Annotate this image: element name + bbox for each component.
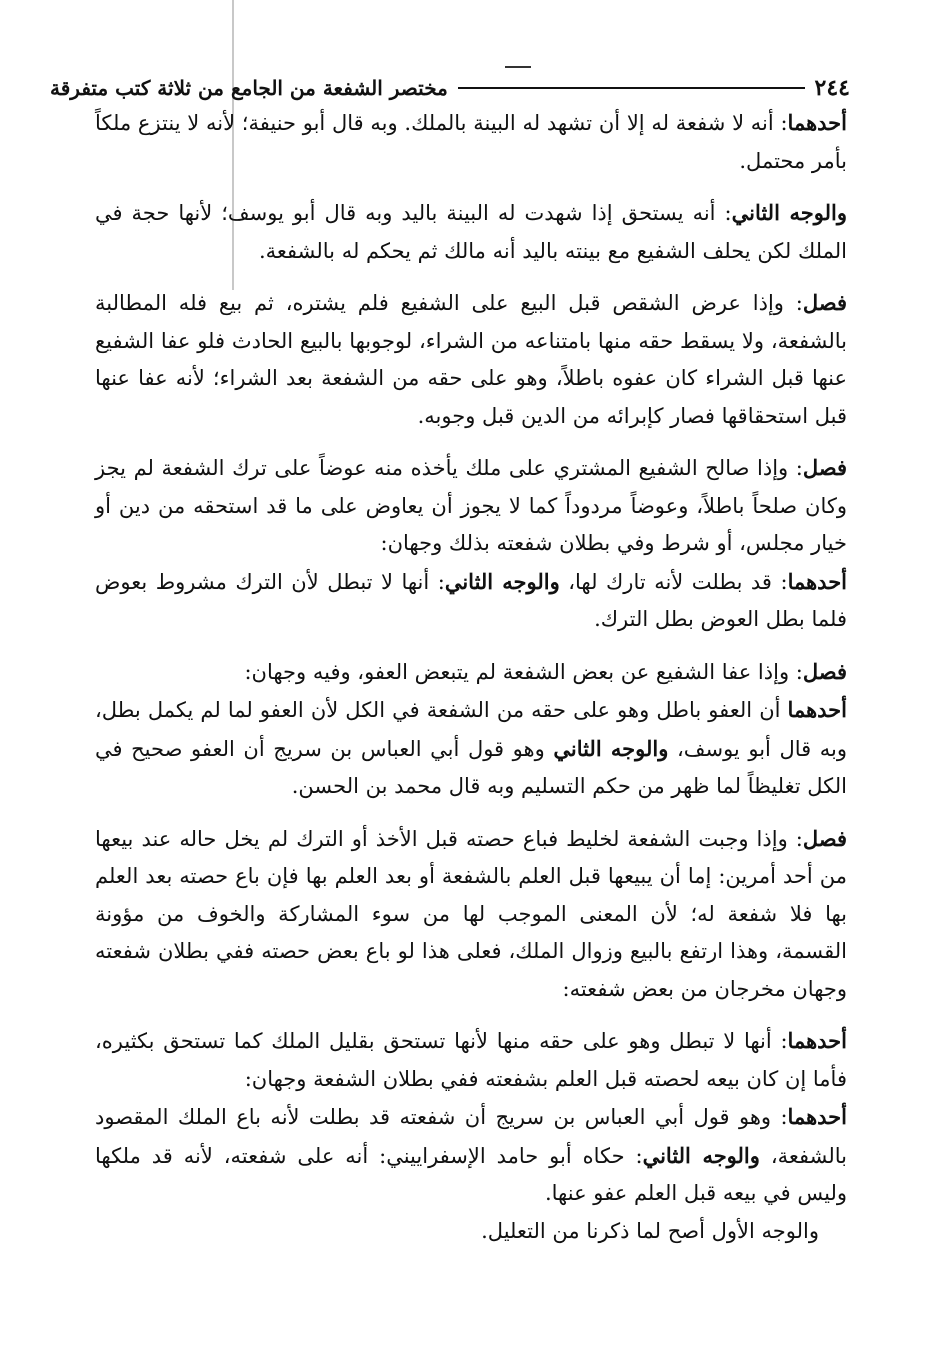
- paragraph-5: [95, 563, 847, 639]
- paragraph-text: : وإذا وجبت الشفعة لخليط فباع حصته قبل الأخذ أو الترك لم يخل حاله عند بيعها من أحد أمرين: إما أن يبيعها قبل العلم بالشفعة أو بعد العلم بها فإن باع حصته بعد العلم بها فلا شفعة له؛ لأن المعنى الموجب لها من سوء المشاركة والخوف من مؤونة القسمة، وهذا ارتفع بالبيع وزوال الملك، فعلى هذا لو باع بعض حصته ففي بطلان شفعته وجهان مخرجان من بعض شفعته:: [95, 826, 847, 1001]
- paragraph-text: : وإذا عفا الشفيع عن بعض الشفعة لم يتبعض العفو، وفيه وجهان:: [244, 659, 803, 684]
- running-header: [50, 70, 850, 106]
- body-text: [95, 104, 847, 1250]
- section-lead: فصل: [802, 455, 847, 480]
- paragraph-text: أن العفو باطل وهو على حقه من الشفعة في الكل لأن العفو لما لم يكمل بطل، وبه قال أبو يوسف،: [95, 698, 847, 761]
- paragraph-10: [95, 1098, 847, 1213]
- paragraph-text-2: : حكاه أبو حامد الإسفراييني: أنه على شفعته، لأنه قد ملكها وليس في بيعه قبل العلم عفو عنها.: [95, 1143, 847, 1205]
- paragraph-text-2: وهو قول أبي العباس بن سريج أن العفو صحيح في الكل تغليظاً لما ظهر من حكم التسليم وبه قال محمد بن الحسن.: [95, 736, 847, 798]
- paragraph-8: [95, 820, 847, 1009]
- section-lead: فصل: [802, 290, 847, 315]
- paragraph-lead: والوجه الثاني: [731, 200, 848, 225]
- paragraph-text: : أنها لا تبطل وهو على حقه منها لأنها تستحق بقليل الملك كما تستحق بكثيره، فأما إن كان بيعه لحصته قبل العلم بشفعته ففي بطلان الشفعة وجهان:: [95, 1029, 847, 1091]
- paragraph-3: [95, 284, 847, 435]
- paragraph-lead: أحدهما: [787, 1104, 847, 1129]
- paragraph-text: : وهو قول أبي العباس بن سريج أن شفعته قد بطلت لأنه باع الملك المقصود بالشفعة،: [95, 1105, 847, 1168]
- running-title: مختصر الشفعة من الجامع من ثلاثة كتب متفرقة: [50, 76, 448, 100]
- paragraph-lead: أحدهما: [787, 697, 847, 722]
- paragraph-2: [95, 194, 847, 270]
- paragraph-lead-2: والوجه الثاني: [553, 735, 669, 761]
- paragraph-lead-2: والوجه الثاني: [444, 568, 560, 594]
- paragraph-lead: أحدهما: [787, 1028, 847, 1053]
- section-lead: فصل: [802, 825, 847, 851]
- paragraph-7: [95, 691, 847, 806]
- paragraph-lead-2: والوجه الثاني: [642, 1142, 760, 1168]
- paragraph-text: : وإذا صالح الشفيع المشتري على ملك يأخذه منه عوضاً على ترك الشفعة لم يجز وكان صلحاً باطلاً، وعوضاً مردوداً كما لا يجوز أن يعاوض على ما قد استحقه من دين أو خيار مجلس، أو شرط وفي بطلان شفعته بذلك وجهان:: [95, 456, 847, 555]
- paragraph-11: [95, 1213, 847, 1251]
- paragraph-text: : أنه يستحق إذا شهدت له البينة باليد وبه قال أبو يوسف؛ لأنها حجة في الملك لكن يحلف الشفيع مع بينته باليد أنه مالك ثم يحكم له بالشفعة.: [95, 201, 847, 263]
- paragraph-6: [95, 653, 847, 692]
- paragraph-9: [95, 1022, 847, 1098]
- paragraph-lead: أحدهما: [787, 110, 847, 135]
- header-rule: [458, 87, 805, 89]
- paragraph-text: : قد بطلت لأنه تارك لها،: [568, 569, 788, 594]
- top-mark: [505, 66, 531, 68]
- paragraph-text: : أنه لا شفعة له إلا أن تشهد له البينة بالملك. وبه قال أبو حنيفة؛ لأنه لا ينتزع ملكاً بأمر محتمل.: [95, 111, 847, 173]
- page-number: ٢٤٤: [814, 75, 850, 101]
- paragraph-1: [95, 104, 847, 180]
- paragraph-text: والوجه الأول أصح لما ذكرنا من التعليل.: [481, 1218, 819, 1243]
- paragraph-4: [95, 449, 847, 563]
- paragraph-text-2: : أنها لا تبطل لأن الترك مشروط بعوض فلما بطل العوض بطل الترك.: [95, 569, 847, 631]
- paragraph-text: : وإذا عرض الشقص قبل البيع على الشفيع فلم يشتره، ثم بيع فله المطالبة بالشفعة، ولا يسقط حقه منها بامتناعه من الشراء، لوجوبها بالبيع الحادث فلو عفا الشفيع عنها قبل الشراء كان عفوه باطلاً، وهو على حقه من الشفعة بعد الشراء؛ لأنه عفا عنها قبل استحقاقها فصار كإبرائه من الدين قبل وجوبه.: [95, 291, 847, 428]
- paragraph-lead: أحدهما: [787, 568, 848, 594]
- section-lead: فصل: [802, 658, 847, 684]
